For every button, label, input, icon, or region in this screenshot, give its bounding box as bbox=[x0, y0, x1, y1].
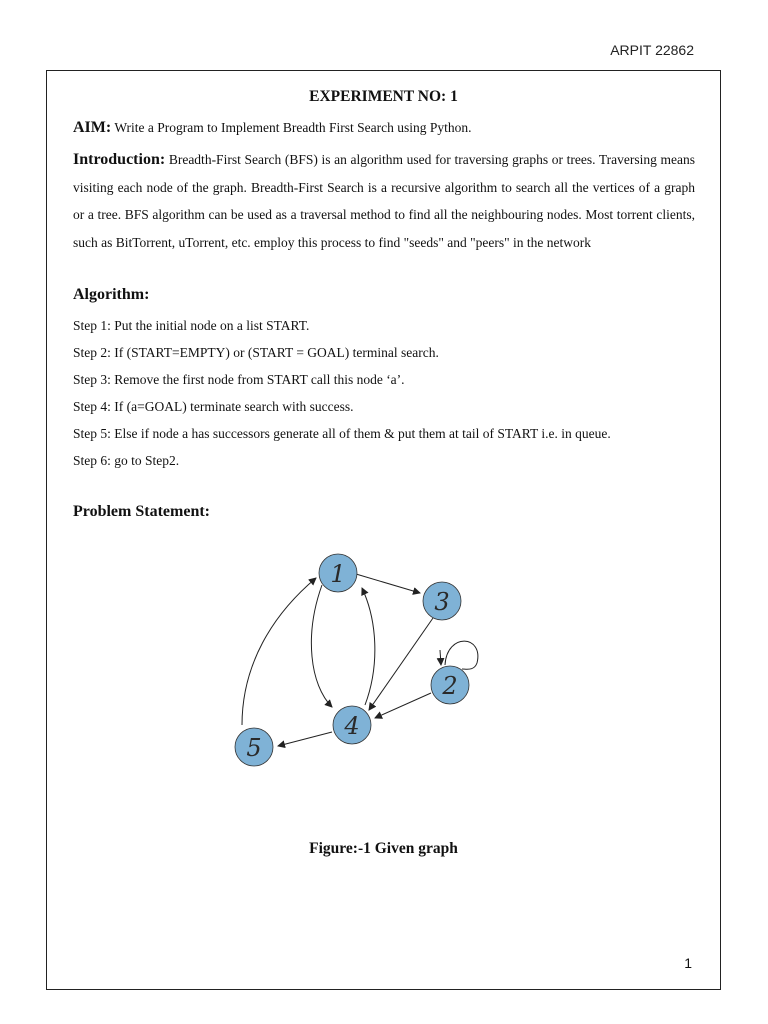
algorithm-heading: Algorithm: bbox=[73, 286, 150, 303]
svg-text:5: 5 bbox=[246, 734, 262, 762]
author-header: ARPIT 22862 bbox=[610, 42, 694, 58]
edge-2-2-loop-head bbox=[440, 650, 441, 665]
svg-text:3: 3 bbox=[434, 588, 450, 616]
edge-2-2-loop bbox=[445, 641, 478, 669]
given-graph-figure bbox=[222, 545, 492, 795]
svg-text:4: 4 bbox=[344, 712, 360, 740]
algorithm-step: Step 2: If (START=EMPTY) or (START = GOAL) terminal search. bbox=[73, 345, 439, 360]
introduction-text: Breadth-First Search (BFS) is an algorithm used for traversing graphs or trees. Traversing means visiting each node of the graph. Breadth-First Search is a recursive algorithm to search all the vertices of a graph or a tree. BFS algorithm can be used as a traversal method to find all the neighbouring nodes. Most torrent clients, such as BitTorrent, uTorrent, etc. employ this process to find "seeds" and "peers" in the network bbox=[73, 152, 696, 250]
svg-text:1: 1 bbox=[330, 560, 346, 588]
algorithm-step: Step 5: Else if node a has successors generate all of them & put them at tail of START i.e. in queue. bbox=[73, 426, 611, 441]
page-number: 1 bbox=[684, 955, 692, 971]
graph-node-1 bbox=[319, 554, 357, 592]
experiment-title: EXPERIMENT NO: 1 bbox=[309, 88, 458, 105]
algorithm-step: Step 4: If (a=GOAL) terminate search with success. bbox=[73, 399, 354, 414]
algorithm-step: Step 1: Put the initial node on a list START. bbox=[73, 318, 310, 333]
figure-caption: Figure:-1 Given graph bbox=[309, 840, 458, 857]
graph-node-3 bbox=[423, 582, 461, 620]
introduction-label: Introduction: bbox=[73, 151, 166, 168]
svg-text:2: 2 bbox=[442, 672, 458, 700]
graph-node-2 bbox=[431, 666, 469, 704]
edge-1-3 bbox=[356, 574, 420, 593]
algorithm-step: Step 3: Remove the first node from START call this node ‘a’. bbox=[73, 372, 405, 387]
algorithm-step: Step 6: go to Step2. bbox=[73, 453, 180, 468]
introduction-paragraph bbox=[73, 146, 695, 256]
edge-5-1 bbox=[242, 578, 316, 725]
aim-label: AIM: bbox=[73, 119, 112, 136]
edge-4-5 bbox=[278, 732, 332, 746]
graph-node-5 bbox=[235, 728, 273, 766]
aim-text: Write a Program to Implement Breadth First Search using Python. bbox=[114, 120, 472, 135]
aim-paragraph bbox=[73, 119, 695, 137]
edge-2-4 bbox=[375, 693, 431, 718]
edge-4-1 bbox=[362, 588, 375, 705]
edge-1-4 bbox=[311, 585, 332, 707]
algorithm-steps bbox=[73, 312, 695, 474]
problem-statement-heading: Problem Statement: bbox=[73, 503, 210, 520]
graph-node-4 bbox=[333, 706, 371, 744]
